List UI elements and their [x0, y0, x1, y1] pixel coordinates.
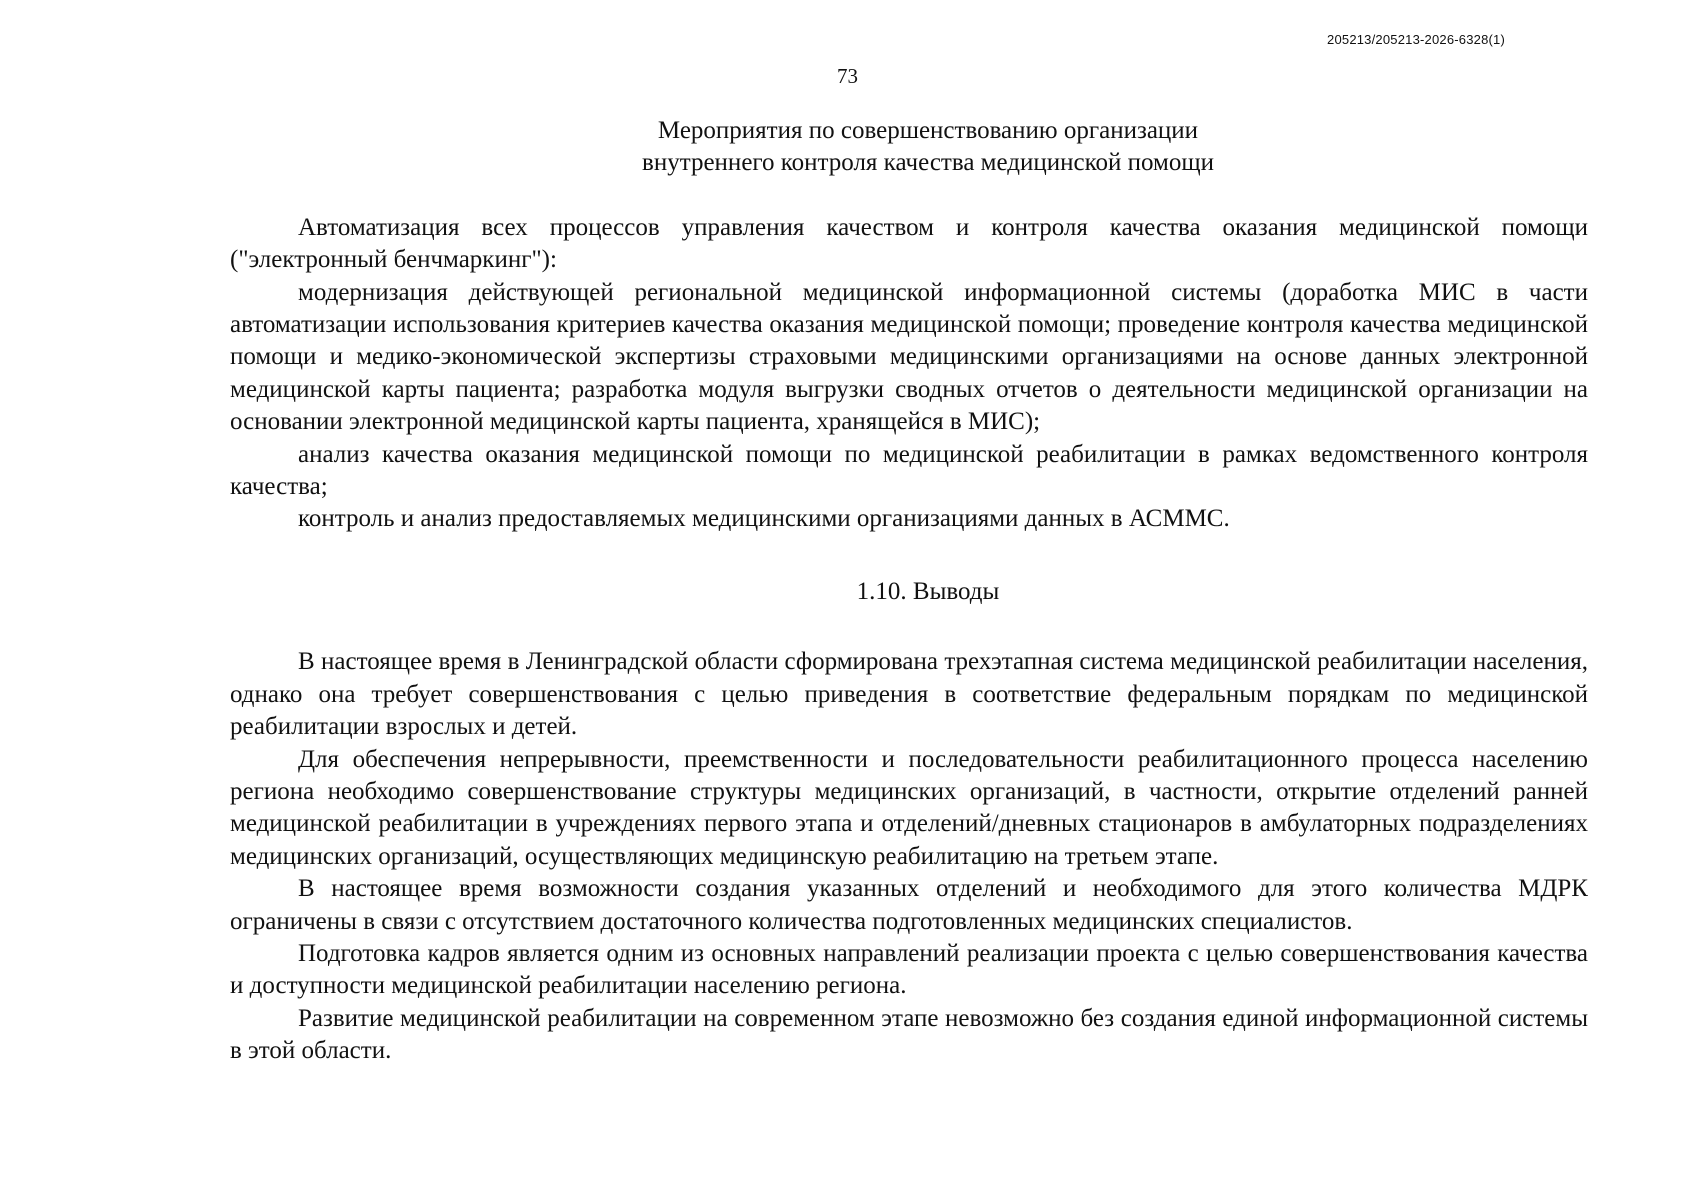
- conclusions-heading: 1.10. Выводы: [856, 577, 1000, 605]
- section-heading: [268, 115, 1588, 180]
- page-number: 73: [837, 64, 858, 88]
- paragraph: модернизация действующей региональной медицинской информационной системы (доработка МИС в части автоматизации использования критериев качества оказания медицинской помощи; проведение контроля качества медицинской помощи и медико-экономической экспертизы страховыми медицинскими организациями на основе данных электронной медицинской карты пациента; разработка модуля выгрузки сводных отчетов о деятельности медицинской организации на основании электронной медицинской карты пациента, хранящейся в МИС);: [230, 278, 1588, 436]
- paragraph: Подготовка кадров является одним из основных направлений реализации проекта с целью совершенствования качества и доступности медицинской реабилитации населению региона.: [230, 939, 1588, 1000]
- paragraph: Автоматизация всех процессов управления качеством и контроля качества оказания медицинской помощи ("электронный бенчмаркинг"):: [230, 213, 1588, 274]
- paragraph: Развитие медицинской реабилитации на современном этапе невозможно без создания единой информационной системы в этой области.: [230, 1004, 1588, 1065]
- paragraph: анализ качества оказания медицинской помощи по медицинской реабилитации в рамках ведомственного контроля качества;: [230, 440, 1588, 501]
- paragraph: Для обеспечения непрерывности, преемственности и последовательности реабилитационного процесса населению региона необходимо совершенствование структуры медицинских организаций, в частности, открытие отделений ранней медицинской реабилитации в учреждениях первого этапа и отделений/дневных стационаров в амбулаторных подразделениях медицинских организаций, осуществляющих медицинскую реабилитацию на третьем этапе.: [230, 745, 1588, 870]
- paragraph: В настоящее время возможности создания указанных отделений и необходимого для этого количества МДРК ограничены в связи с отсутствием достаточного количества подготовленных медицинских специалистов.: [230, 875, 1588, 935]
- section-heading-line-2: внутреннего контроля качества медицинской помощи: [642, 149, 1214, 177]
- section-heading-line-1: Мероприятия по совершенствованию организации: [657, 117, 1199, 144]
- section-body: [230, 212, 1588, 536]
- paragraph: контроль и анализ предоставляемых медицинскими организациями данных в АСММС.: [298, 505, 1230, 533]
- conclusions-body: [230, 646, 1588, 1067]
- page-content: [230, 115, 1588, 1068]
- document-id: 205213/205213-2026-6328(1): [1327, 32, 1505, 47]
- paragraph: В настоящее время в Ленинградской области сформирована трехэтапная система медицинской реабилитации населения, однако она требует совершенствования с целью приведения в соответствие федеральным порядкам по медицинской реабилитации взрослых и детей.: [230, 648, 1588, 741]
